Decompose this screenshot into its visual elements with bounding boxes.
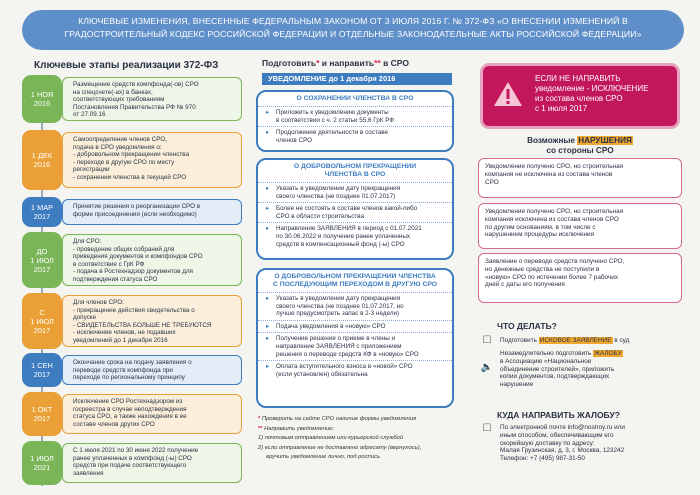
stage-description: Исключение СРО Ростехнадзором из госреестра в случае неподтверждения статуса СРО, а также нахождения в ее составе членов других СРО <box>62 394 242 434</box>
todo-1b: ИСКОВОЕ ЗАЯВЛЕНИЕ <box>539 337 612 344</box>
checkbox-icon-2: ☐ <box>482 423 492 434</box>
todo-1a: Подготовить <box>500 337 539 344</box>
notice-title-b: и направить <box>319 58 375 68</box>
notice-tag: УВЕДОМЛЕНИЕ до 1 декабря 2016 <box>262 73 452 85</box>
notice-title <box>262 58 409 68</box>
viol-title-a: Возможные <box>527 136 578 145</box>
header-line-1: КЛЮЧЕВЫЕ ИЗМЕНЕНИЯ, ВНЕСЕННЫЕ ФЕДЕРАЛЬНЫМ ЗАКОНОМ ОТ 3 ИЮЛЯ 2016 Г. № 372-ФЗ «О ВНЕСЕНИИ ИЗМЕНЕНИЙ В <box>78 16 628 26</box>
notice-panel <box>256 268 454 408</box>
warning-text: ЕСЛИ НЕ НАПРАВИТЬ уведомление - ИСКЛЮЧЕНИЕ из состава членов СРО с 1 июля 2017 <box>535 74 649 113</box>
notice-title-c: в СРО <box>380 58 409 68</box>
page-header <box>22 10 684 50</box>
todo-1 <box>500 337 690 345</box>
todo-title: ЧТО ДЕЛАТЬ? <box>497 321 557 331</box>
header-line-2: ГРАДОСТРОИТЕЛЬНЫЙ КОДЕКС РОССИЙСКОЙ ФЕДЕРАЦИИ И ОТДЕЛЬНЫЕ ЗАКОНОДАТЕЛЬНЫЕ АКТЫ РОССИЙСКОЙ ФЕДЕРАЦИИ» <box>64 29 642 39</box>
stages-title: Ключевые этапы реализации 372-ФЗ <box>34 60 219 71</box>
stage-date: С 1 ИЮЛ 2017 <box>22 293 62 349</box>
panel-item: ▸ Указать в уведомлении дату прекращения своего членства (не позднее 01.07.2017, но лучше предусмотреть запас в 2-3 недели) <box>258 292 452 320</box>
stage-description: Принятие решения о реорганизации СРО в форме присоединения (если необходимо) <box>62 199 242 225</box>
panel-heading: О ДОБРОВОЛЬНОМ ПРЕКРАЩЕНИИ ЧЛЕНСТВА В СРО <box>293 163 417 178</box>
violation-1: Уведомление получено СРО, но строительная компания не исключена из состава членов СРО <box>478 158 682 198</box>
note-4: 2) если отправление не доставлено адресату (вернулось), <box>258 444 422 451</box>
stage-description: Для членов СРО: - прекращение действия свидетельства о допуске - СВИДЕТЕЛЬСТВА БОЛЬШЕ НЕ ТРЕБУЮТСЯ - исключение членов, не подавших уведомлений до 1 декабря 2016 <box>62 295 242 347</box>
note-5: вручить уведомление лично, под роспись <box>258 454 380 460</box>
where-text: По электронной почте info@nostroy.ru или иным способом, обеспечивающим его скорейшую доставку по адресу: Малая Грузинская, д. 3, г. Москва, 123242 Телефон: +7 (495) 987-31-50 <box>500 424 625 463</box>
panel-item: ▸ Продолжение деятельности в составе членов СРО <box>258 126 452 146</box>
note-2 <box>258 425 458 435</box>
stage-description: Окончание срока на подачу заявления о переводе средств компфонда при переходе по региональному принципу <box>62 355 242 385</box>
checkbox-icon: ☐ <box>482 335 492 346</box>
todo-2c: в Ассоциацию «Национальное объединение строителей», приложить копии документов, подтверждающих нарушение <box>500 357 615 389</box>
stage-date: ДО 1 ИЮЛ 2017 <box>22 232 62 288</box>
panel-item: ▸ Более не состоять в составе членов какой-либо СРО в области строительства <box>258 202 452 222</box>
panel-item: ▸ Подача уведомления в «новую» СРО <box>258 320 452 333</box>
stage-description: С 1 июля 2021 по 30 июня 2022 получение ранее уплаченных в компфонд (-ы) СРО средств при подаче соответствующего заявления <box>62 443 242 483</box>
todo-2b: ЖАЛОБУ <box>594 350 622 357</box>
star-2: ** <box>374 58 381 68</box>
where-title: КУДА НАПРАВИТЬ ЖАЛОБУ? <box>497 410 620 420</box>
todo-2 <box>500 350 690 389</box>
stage-date: 1 ОКТ 2017 <box>22 392 62 436</box>
violations-title <box>480 136 680 156</box>
stage-description: Для СРО: - проведение общих собраний для приведения документов и компфондов СРО в соответствие с ГрК РФ - подача в Ростехнадзор документов для подтверждения статуса СРО <box>62 234 242 286</box>
stage-description: Самоопределение членов СРО, подача в СРО уведомления о: - добровольном прекращении членства - переходе в другую СРО по месту регистрации - сохранении членства в текущей СРО <box>62 132 242 188</box>
notice-panel <box>256 158 454 260</box>
viol-title-b: НАРУШЕНИЯ <box>578 136 632 145</box>
speaker-icon: 🔈 <box>480 362 494 373</box>
stage-date: 1 ДЕК 2016 <box>22 130 62 190</box>
warning-icon <box>493 80 523 108</box>
panel-heading: О СОХРАНЕНИИ ЧЛЕНСТВА В СРО <box>296 95 414 102</box>
stage-date: 1 МАР 2017 <box>22 197 62 227</box>
viol-title-c: со стороны СРО <box>546 146 614 155</box>
stage-date: 1 ИЮЛ 2021 <box>22 441 62 485</box>
notice-title-a: Подготовить <box>262 58 317 68</box>
notice-panel <box>256 90 454 152</box>
panel-item: ▸ Оплата вступительного взноса в «новой» СРО (если установлен) обязательна <box>258 360 452 380</box>
violation-3: Заявление о переводе средств получено СРО, но денежные средства не поступили в «новую» СРО по истечении более 7 рабочих дней с даты его получения <box>478 253 682 303</box>
violation-2: Уведомление получено СРО, но строительная компания исключена из состава членов СРО по другим основаниям, в том числе с нарушением процедуры исключения <box>478 203 682 249</box>
note-1-text: Проверить на сайте СРО наличие формы уведомления <box>261 416 417 422</box>
warning-box <box>480 63 680 129</box>
stage-date: 1 СЕН 2017 <box>22 353 62 387</box>
notes <box>258 415 458 463</box>
todo-1c: в суд <box>612 337 630 344</box>
panel-heading: О ДОБРОВОЛЬНОМ ПРЕКРАЩЕНИИ ЧЛЕНСТВА С ПОСЛЕДУЮЩИМ ПЕРЕХОДОМ В ДРУГУЮ СРО <box>272 273 438 288</box>
panel-item: ▸ Получение решения о приеме в члены и направление ЗАЯВЛЕНИЯ с приложением решения о переводе средств КФ в «новую» СРО <box>258 332 452 360</box>
note-3: 1) почтовым отправлением или курьерской службой <box>258 435 404 441</box>
panel-item: ▸ Указать в уведомлении дату прекращения своего членства (не позднее 01.07.2017) <box>258 182 452 202</box>
note-star-2: ** <box>258 425 265 432</box>
todo-2a: Незамедлительно подготовить <box>500 350 594 357</box>
note-1 <box>258 415 458 425</box>
panel-item: ▸ Направление ЗАЯВЛЕНИЯ в период с 01.07.2021 по 30.06.2022 и получение ранее уплаченных средств в компенсационный фонд (-ы) СРО <box>258 222 452 250</box>
star-1: * <box>316 58 320 68</box>
note-2-text: Направить уведомление: <box>264 425 334 432</box>
panel-item: ▸ Приложить к уведомлению документы в соответствии с ч. 2 статьи 55.6 ГрК РФ <box>258 106 452 126</box>
stage-date: 1 НОЯ 2016 <box>22 75 62 123</box>
note-star-1: * <box>258 416 262 422</box>
stage-description: Размещение средств компфонда(-ов) СРО на спецсчете(-ах) в банках, соответствующих требованиям Постановления Правительства РФ № 970 от 27.09.16 <box>62 77 242 121</box>
